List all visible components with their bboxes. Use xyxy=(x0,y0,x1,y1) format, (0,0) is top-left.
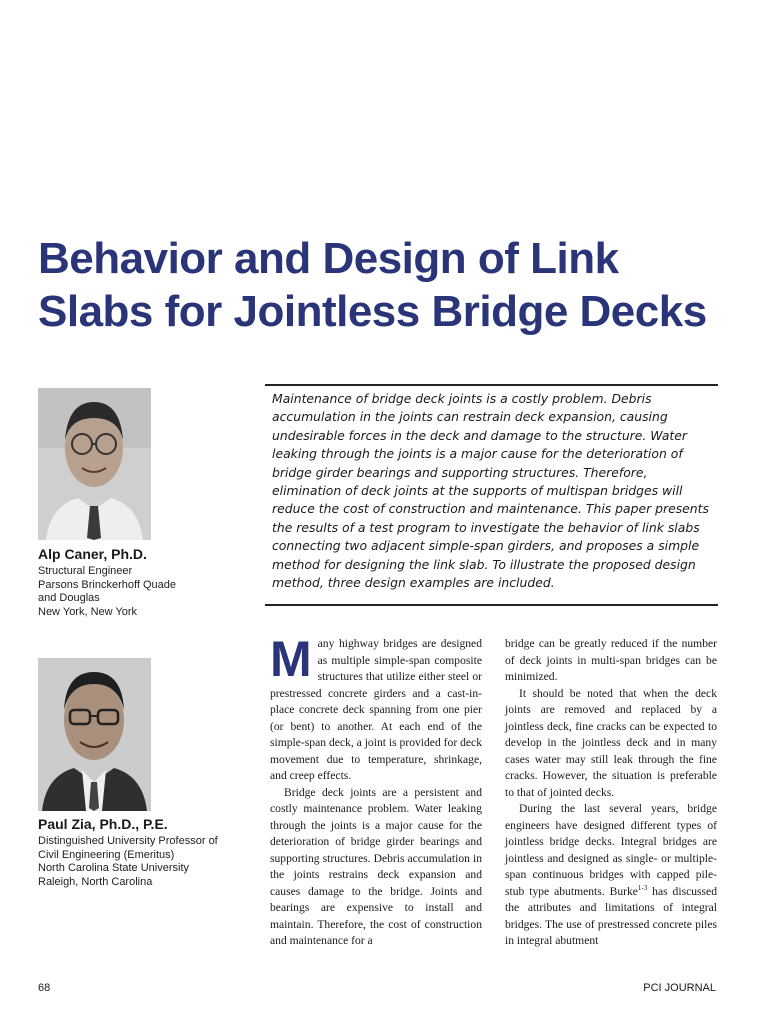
article-title xyxy=(38,232,738,338)
body-paragraph: bridge can be greatly reduced if the number of deck joints in multi-span bridges can be minimized. xyxy=(505,637,717,683)
page-number: 68 xyxy=(38,982,51,994)
portrait-icon xyxy=(38,388,151,540)
body-paragraph xyxy=(270,631,482,785)
author-name-caner: Alp Caner, Ph.D. xyxy=(38,546,147,562)
journal-name: PCI JOURNAL xyxy=(643,982,716,994)
affiliation-line: Raleigh, North Carolina xyxy=(38,875,153,888)
affiliation-line: Structural Engineer xyxy=(38,565,133,577)
author-photo-caner xyxy=(38,388,151,540)
body-column-2 xyxy=(505,636,717,950)
paragraph-text: has discussed the attributes and limitations of integral bridges. The use of prestressed concrete piles in integral abutment xyxy=(505,884,717,947)
affiliation-line: Civil Engineering (Emeritus) xyxy=(38,848,175,861)
abstract-top-rule xyxy=(265,384,718,386)
paragraph-text: any highway bridges are designed as multiple simple-span composite structures that utilize either steel or prestressed concrete girders and a cast-in-place concrete deck spanning from one pier (or bent) to another. At each end of the simple-span deck, a joint is provided for deck movement due to temperature, shrinkage, and creep effects. xyxy=(270,637,482,782)
drop-cap: M xyxy=(270,631,312,687)
author-affiliation-zia xyxy=(38,835,238,889)
body-paragraph: Bridge deck joints are a persistent and costly maintenance problem. Water leaking through the joints is a major cause for the deterioration of bridge girder bearings and supporting structures. Debris accumulation in the joints restrains deck expansion and causes damage to the bridge. Joints and bearings are expensive to install and maintain. Therefore, the cost of construction and maintenance for a xyxy=(270,785,482,947)
title-line-1: Behavior and Design of Link xyxy=(38,234,619,283)
author-affiliation-caner xyxy=(38,565,238,619)
affiliation-line: New York, New York xyxy=(38,605,138,618)
affiliation-line: and Douglas xyxy=(38,592,100,604)
affiliation-line: Parsons Brinckerhoff Quade xyxy=(38,578,176,591)
paragraph-text: During the last several years, bridge engineers have designed different types of jointless bridge decks. Integral bridges are jointless and designed as single- or multiple-span continuous bridges with capped pile-stub type abutments. Burke xyxy=(505,802,717,898)
affiliation-line: Distinguished University Professor of xyxy=(38,835,218,847)
abstract-text: Maintenance of bridge deck joints is a costly problem. Debris accumulation in the joints can restrain deck expansion, causing undesirable forces in the deck and damage to the structure. Water leaking through the joints is a major cause for the deterioration of bridge girder bearings and supporting structures. Therefore, elimination of deck joints at the supports of multispan bridges will reduce the cost of construction and maintenance. This paper presents the results of a test program to investigate the behavior of link slabs connecting two adjacent simple-span girders, and proposes a simple method for designing the link slab. To illustrate the proposed design method, three design examples are included. xyxy=(272,391,709,591)
reference-superscript: 1-3 xyxy=(637,883,648,892)
body-paragraph xyxy=(505,801,717,950)
body-paragraph: It should be noted that when the deck joints are removed and replaced by a jointless deck, fine cracks can be expected to develop in the jointless deck and in many cases water may still leak through the fine cracks. However, the situation is preferable to that of jointed decks. xyxy=(505,686,717,799)
portrait-icon xyxy=(38,658,151,811)
author-photo-zia xyxy=(38,658,151,811)
body-column-1 xyxy=(270,631,482,950)
abstract-bottom-rule xyxy=(265,604,718,606)
affiliation-line: North Carolina State University xyxy=(38,862,190,874)
author-name-zia: Paul Zia, Ph.D., P.E. xyxy=(38,816,168,832)
title-line-2: Slabs for Jointless Bridge Decks xyxy=(38,287,707,336)
